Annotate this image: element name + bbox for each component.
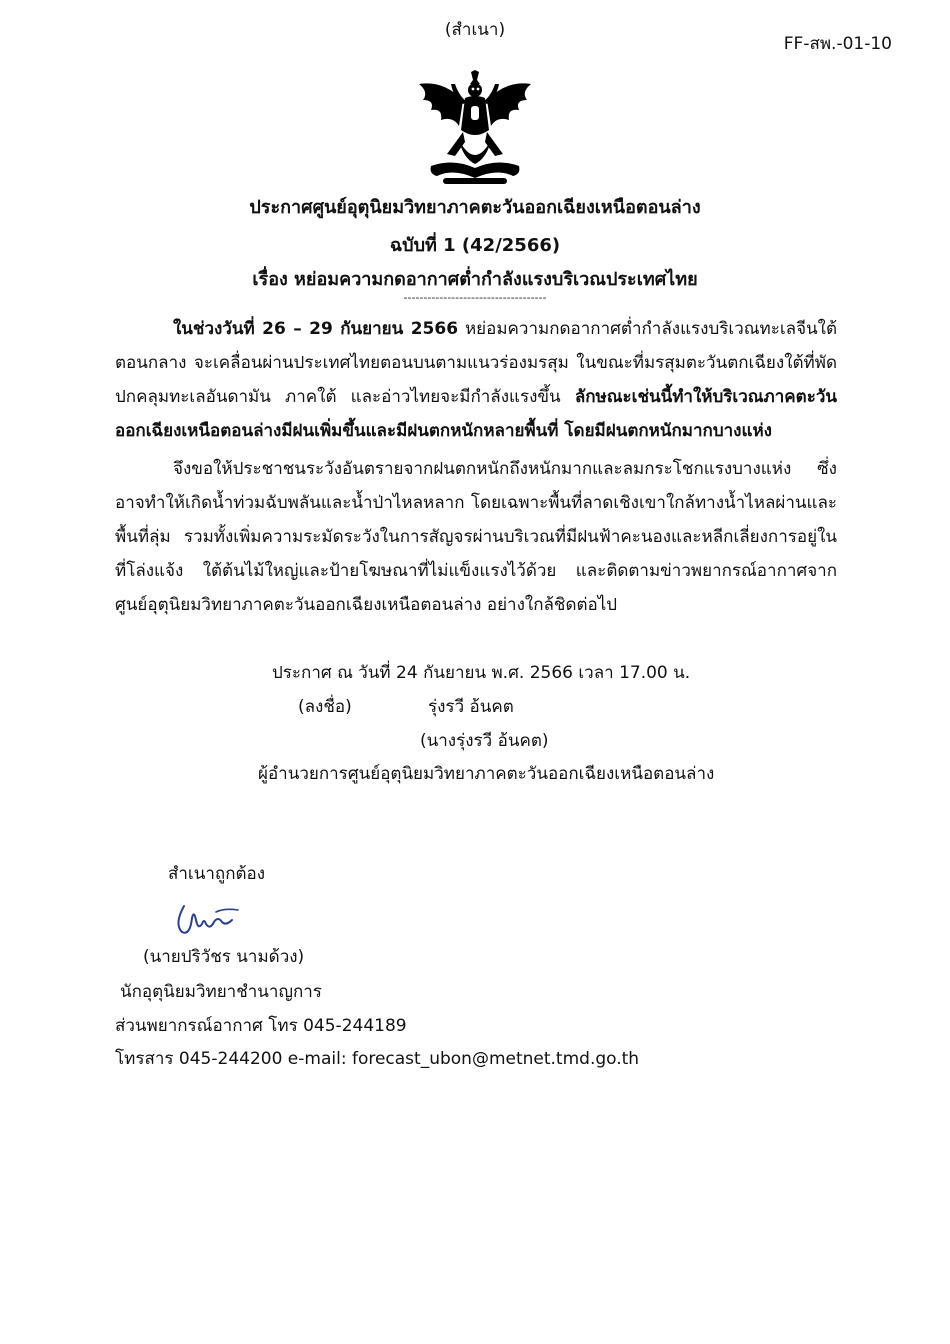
signature-icon bbox=[172, 900, 252, 940]
forecast-period: ในช่วงวันที่ 26 – 29 กันยายน 2566 bbox=[173, 319, 459, 339]
issued-date: ประกาศ ณ วันที่ 24 กันยายน พ.ศ. 2566 เวลา 17.00 น. bbox=[272, 663, 691, 683]
announcement-subject: เรื่อง หย่อมความกดอากาศต่ำกำลังแรงบริเวณประเทศไทย bbox=[252, 269, 698, 290]
certified-copy-label: สำเนาถูกต้อง bbox=[168, 864, 266, 884]
garuda-emblem-icon bbox=[413, 70, 537, 188]
forecast-text: หย่อมความกดอากาศต่ำกำลังแรงบริเวณทะเลจีนใต้ตอนกลาง จะเคลื่อนผ่านประเทศไทยตอนบนตามแนวร่องมรสุม ในขณะที่มรสุมตะวันตกเฉียงใต้ที่พัดปกคลุมทะเลอันดามัน ภาคใต้ และอ่าวไทยจะมีกำลังแรงขึ้น bbox=[115, 319, 837, 407]
signer-full-name: (นางรุ่งรวี อ้นคต) bbox=[420, 731, 549, 751]
signed-name: รุ่งรวี อ้นคต bbox=[428, 697, 514, 717]
announcement-number: ฉบับที่ 1 (42/2566) bbox=[389, 235, 561, 256]
certifier-position: นักอุตุนิยมวิทยาชำนาญการ bbox=[120, 982, 322, 1002]
copy-mark: (สำเนา) bbox=[444, 20, 506, 40]
paragraph-forecast bbox=[115, 312, 837, 448]
signer-position: ผู้อำนวยการศูนย์อุตุนิยมวิทยาภาคตะวันออกเฉียงเหนือตอนล่าง bbox=[258, 764, 715, 784]
fax-email: โทรสาร 045-244200 e-mail: forecast_ubon@metnet.tmd.go.th bbox=[115, 1049, 640, 1069]
department-phone: ส่วนพยากรณ์อากาศ โทร 045-244189 bbox=[115, 1016, 407, 1036]
signed-label: (ลงชื่อ) bbox=[298, 697, 352, 717]
certifier-name: (นายปริวัชร นามด้วง) bbox=[143, 947, 305, 967]
paragraph-warning: จึงขอให้ประชาชนระวังอันตรายจากฝนตกหนักถึงหนักมากและลมกระโชกแรงบางแห่ง ซึ่งอาจทำให้เกิดน้ำท่วมฉับพลันและน้ำป่าไหลหลาก โดยเฉพาะพื้นที่ลาดเชิงเขาใกล้ทางน้ำไหลผ่านและพื้นที่ลุ่ม รวมทั้งเพิ่มความระมัดระวังในการสัญจรผ่านบริเวณที่มีฝนฟ้าคะนองและหลีกเลี่ยงการอยู่ในที่โล่งแจ้ง ใต้ต้นไม้ใหญ่และป้ายโฆษณาที่ไม่แข็งแรงไว้ด้วย และติดตามข่าวพยากรณ์อากาศจากศูนย์อุตุนิยมวิทยาภาคตะวันออกเฉียงเหนือตอนล่าง อย่างใกล้ชิดต่อไป bbox=[115, 459, 837, 615]
announcement-title: ประกาศศูนย์อุตุนิยมวิทยาภาคตะวันออกเฉียงเหนือตอนล่าง bbox=[249, 197, 701, 218]
forecast-impact: ลักษณะเช่นนี้ทำให้บริเวณภาคตะวันออกเฉียงเหนือตอนล่างมีฝนเพิ่มขึ้นและมีฝนตกหนักหลายพื้นที่ โดยมีฝนตกหนักมากบางแห่ง bbox=[115, 387, 837, 441]
form-code: FF-สพ.-01-10 bbox=[783, 34, 892, 54]
title-divider: ------------------------------------ bbox=[403, 291, 547, 304]
